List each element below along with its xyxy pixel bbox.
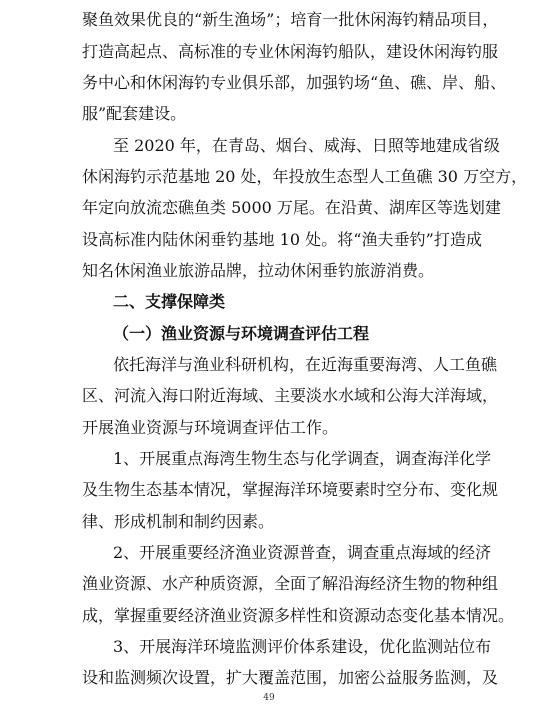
list-item-line: 3、开展海洋环境监测评价体系建设，优化监测站位布	[113, 637, 492, 656]
body-text-line: 知名休闲渔业旅游品牌，拉动休闲垂钓旅游消费。	[82, 261, 435, 280]
body-text-line: 设高标准内陆休闲垂钓基地 10 处。将“渔夫垂钓”打造成	[82, 230, 482, 249]
section-heading: 二、支撑保障类	[113, 292, 226, 311]
body-text-line: 服”配套建设。	[82, 104, 187, 123]
body-text-line: 律、形成机制和制约因素。	[82, 512, 275, 531]
body-text-line: 务中心和休闲海钓专业俱乐部，加强钓场“鱼、礁、岸、船、	[82, 73, 507, 92]
subsection-heading: （一）渔业资源与环境调查评估工程	[113, 324, 370, 343]
list-item-line: 1、开展重点海湾生物生态与化学调查，调查海洋化学	[113, 449, 492, 468]
body-text-line: 开展渔业资源与环境调查评估工作。	[82, 418, 339, 437]
body-text-line: 及生物生态基本情况，掌握海洋环境要素时空分布、变化规	[82, 480, 499, 499]
list-item-line: 2、开展重要经济渔业资源普查，调查重点海域的经济	[113, 543, 492, 562]
body-text-line: 设和监测频次设置，扩大覆盖范围，加密公益服务监测，及	[82, 668, 499, 687]
body-text-line: 渔业资源、水产种质资源，全面了解沿海经济生物的物种组	[82, 574, 499, 593]
paragraph-start-line: 至 2020 年，在青岛、烟台、威海、日照等地建成省级	[113, 136, 500, 155]
body-text-line: 打造高起点、高标准的专业休闲海钓船队，建设休闲海钓服	[82, 42, 499, 61]
page-number: 49	[263, 693, 275, 703]
body-text-line: 成，掌握重要经济渔业资源多样性和资源动态变化基本情况。	[82, 606, 515, 625]
body-text-line: 聚鱼效果优良的“新生渔场”；培育一批休闲海钓精品项目，	[82, 10, 499, 29]
body-text-line: 年定向放流恋礁鱼类 5000 万尾。在沿黄、湖库区等选划建	[82, 198, 501, 217]
paragraph-start-line: 依托海洋与渔业科研机构，在近海重要海湾、人工鱼礁	[113, 355, 498, 374]
body-text-line: 休闲海钓示范基地 20 处，年投放生态型人工鱼礁 30 万空方，	[82, 167, 528, 186]
body-text-line: 区、河流入海口附近海域、主要淡水水域和公海大洋海域，	[82, 386, 499, 405]
